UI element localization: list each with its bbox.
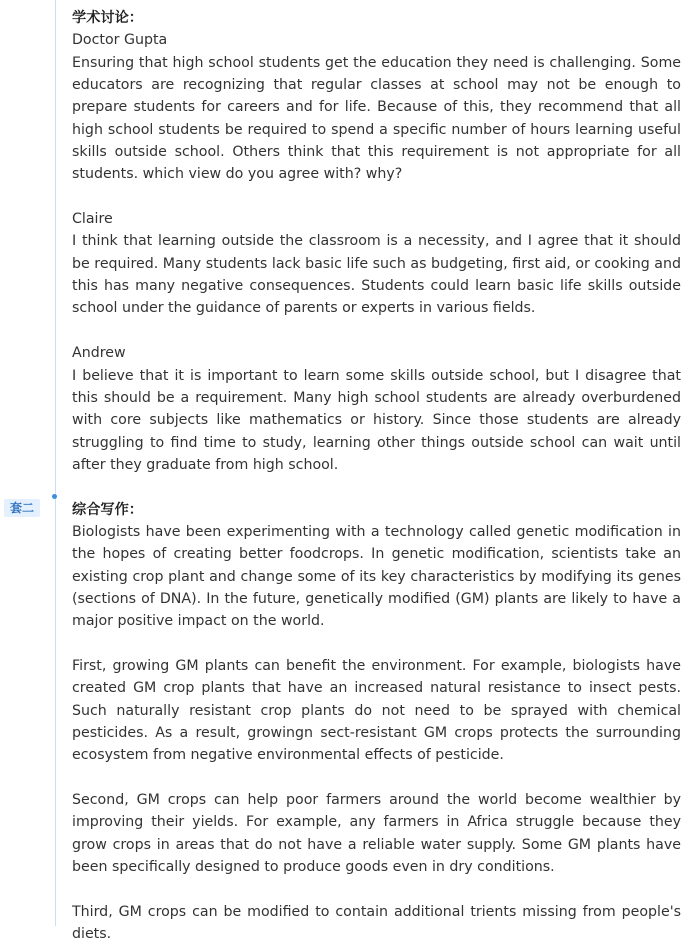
timeline-line (55, 0, 56, 926)
spacer (72, 186, 681, 208)
spacer (72, 633, 681, 655)
professor-text: Ensuring that high school students get the education they need is challenging. Some educators are recognizing that regular classes at school may not be enough to prepare students for careers and for life. Because of this, they recommend that all high school students be required to spend a specific number of hours learning useful skills outside school. Others think that this requirement is not appropriate for all students. which view do you agree with? why? (72, 54, 681, 183)
spacer (72, 476, 681, 498)
reading-paragraph: Biologists have been experimenting with a technology called genetic modification in the hopes of creating better foodcrops. In genetic modification, scientists take an existing crop plant and change some of its key characteristics by modifying its genes (sections of DNA). In the future, genetically modified (GM) plants are likely to have a major positive impact on the world. (72, 523, 681, 630)
student1-name: Claire (72, 211, 113, 228)
document-content (72, 7, 681, 945)
reading-paragraph: Second, GM crops can help poor farmers around the world become wealthier by improving their yields. For example, any farmers in Africa struggle because they grow crops in areas that do not have a reliable water supply. Some GM plants have been specifically designed to produce goods even in dry conditions. (72, 792, 681, 876)
reading-paragraph: Third, GM crops can be modified to contain additional trients missing from people's diets. (72, 903, 681, 943)
student2-name: Andrew (72, 345, 126, 362)
spacer (72, 767, 681, 789)
discussion-title: 学术讨论： (72, 10, 143, 26)
spacer (72, 878, 681, 900)
professor-name: Doctor Gupta (72, 32, 168, 49)
student1-text: I think that learning outside the classroom is a necessity, and I agree that it should be required. Many students lack basic life such as budgeting, first aid, or cooking and this has many negative consequences. Students could learn basic life skills outside school under the guidance of parents or experts in various fields. (72, 233, 681, 317)
spacer (72, 320, 681, 342)
timeline-dot (52, 494, 57, 499)
integrated-title: 综合写作： (72, 501, 143, 518)
set-tag: 套二 (4, 499, 40, 517)
student2-text: I believe that it is important to learn some skills outside school, but I disagree that this should be a requirement. Many high school students are already overburdened with core subjects like mathematics or history. Since those students are already struggling to find time to study, learning other things outside school can wait until after they graduate from high school. (72, 367, 681, 473)
reading-paragraph: First, growing GM plants can benefit the environment. For example, biologists have created GM crop plants that have an increased natural resistance to insect pests. Such naturally resistant crop plants do not need to be sprayed with chemical pesticides. As a result, growingn sect-resistant GM crops protects the surrounding ecosystem from negative environmental effects of pesticide. (72, 657, 681, 764)
